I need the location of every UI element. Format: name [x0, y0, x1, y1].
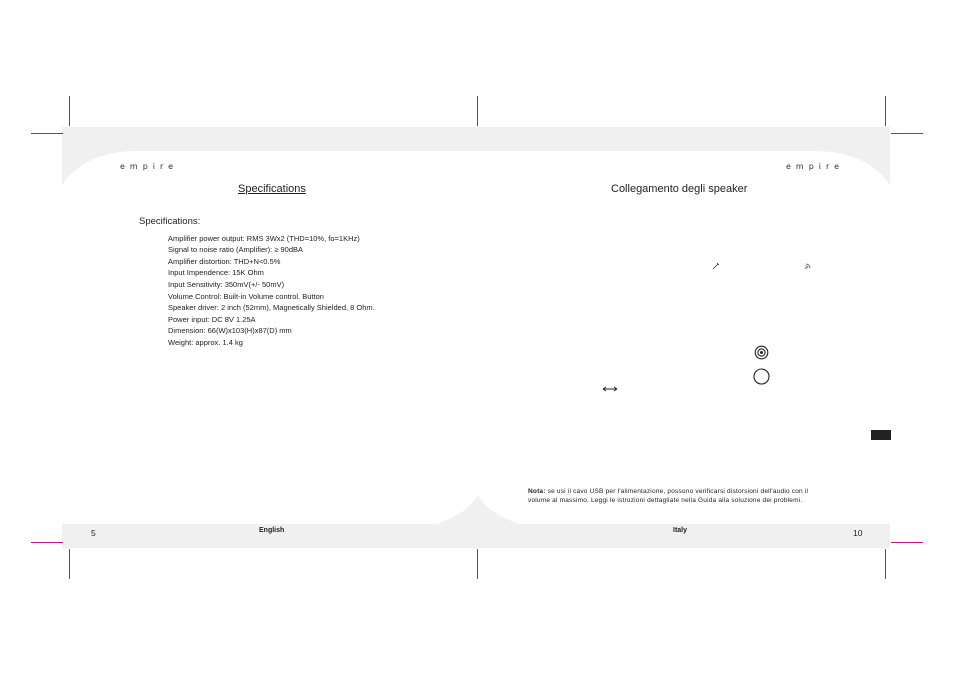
spec-line: Speaker driver: 2 inch (52mm), Magnetically Shielded, 8 Ohm. [168, 303, 375, 312]
section-tab [871, 430, 891, 440]
specs-subheading: Specifications: [139, 216, 201, 227]
signal-icon [804, 262, 812, 270]
circle-icon [753, 368, 770, 385]
crop-mark-bottom-center [477, 549, 478, 579]
spec-line: Weight: approx. 1.4 kg [168, 338, 243, 347]
spec-line: Volume Control: Built-in Volume control. Button [168, 292, 324, 301]
right-page-heading: Collegamento degli speaker [611, 183, 748, 195]
spec-line: Signal to noise ratio (Amplifier): ≥ 90dBA [168, 245, 304, 254]
crop-mark-top-center [477, 96, 478, 126]
spec-line: Input Sensitivity: 350mV(+/- 50mV) [168, 280, 285, 289]
crop-mark-top-right [885, 96, 886, 126]
left-page-heading: Specifications [238, 183, 306, 195]
left-page-number: 5 [91, 528, 96, 538]
note-text-line-1: se usi il cavo USB per l'alimentazione, possono verificarsi distorsioni dell'audio con il [545, 488, 809, 495]
crop-mark-top-left [69, 96, 70, 126]
spec-line: Amplifier distortion: THD+N<0.5% [168, 257, 281, 266]
right-page-language: Italy [673, 527, 688, 534]
spec-line: Dimension: 66(W)x103(H)x87(D) mm [168, 326, 292, 335]
crop-mark-left-bottom [31, 542, 63, 543]
note-block [528, 487, 808, 505]
spec-line: Input Impendence: 15K Ohm [168, 268, 264, 277]
right-page-number: 10 [853, 528, 863, 538]
crop-mark-right-bottom [891, 542, 923, 543]
pen-icon [712, 262, 720, 270]
crop-mark-bottom-right [885, 549, 886, 579]
note-text-line-2: volume al massimo. Leggi le istruzioni dettagliate nella Guida alla soluzione dei problemi. [528, 497, 803, 504]
brand-logo-left: empire [120, 162, 179, 171]
spec-line: Amplifier power output: RMS 3Wx2 (THD=10%, fo=1KHz) [168, 234, 360, 243]
spec-line: Power input: DC 8V 1.25A [168, 315, 256, 324]
double-arrow-icon [601, 385, 619, 393]
note-label: Nota: [528, 488, 546, 495]
crop-mark-right-top [891, 133, 923, 134]
left-page-language: English [259, 527, 285, 534]
crop-mark-left-top [31, 133, 63, 134]
brand-logo-right: empire [786, 162, 845, 171]
crop-mark-bottom-left [69, 549, 70, 579]
jack-icon [754, 345, 769, 360]
